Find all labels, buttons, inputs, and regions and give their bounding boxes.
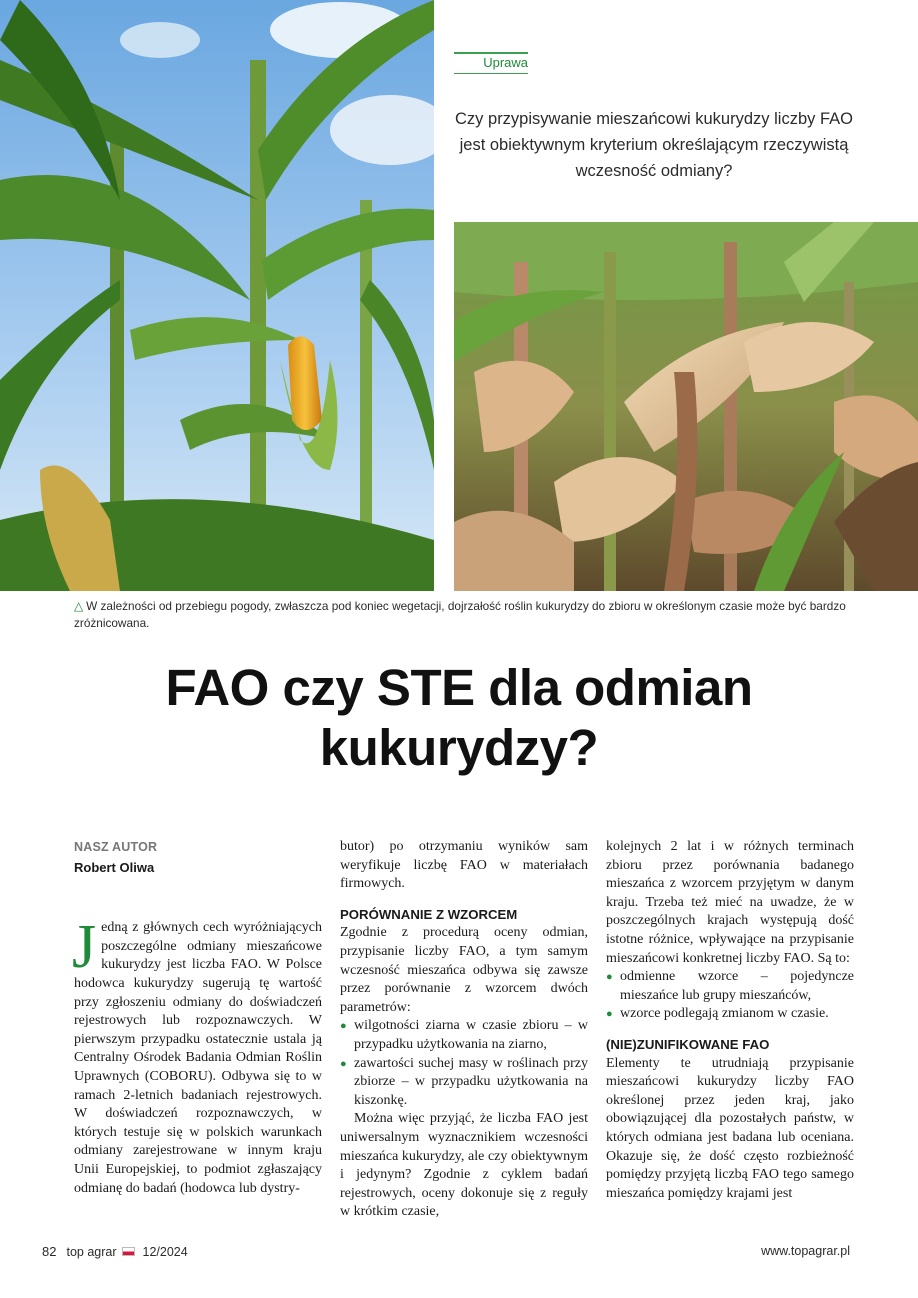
list-item: ● odmienne wzorce – pojedyncze mieszańce lub grupy mieszańców, <box>606 968 854 1005</box>
footer-left <box>42 1244 188 1259</box>
headline: FAO czy STE dla odmian kukurydzy? <box>165 659 753 776</box>
author-name: Robert Oliwa <box>74 859 155 875</box>
column-1 <box>74 838 322 1198</box>
paragraph: kolejnych 2 lat i w różnych terminach zbioru przez porównania badanego mieszańca z wzorcem przyjętym w danym kraju. Trzeba też mieć na uwadze, że w poszczególnych krajach występują dość istotne różnice, wpływające na przypisanie mieszańcowi konkretnej liczby FAO. Są to: <box>606 839 854 966</box>
paragraph: Elementy te utrudniają przypisanie mieszańcowi kukurydzy liczby FAO określonej przez jeden kraj, jako obowiązującej dla pozostałych państw, w których odmiana jest badana lub oceniana. Okazuje się, że dość często rozbieżność pomiędzy przyjętą liczbą FAO tego samego mieszańca pomiędzy krajami jest <box>606 1055 854 1201</box>
photo-caption <box>74 598 854 632</box>
photo-dry-maize <box>454 222 918 591</box>
page-number: 82 <box>42 1244 57 1259</box>
section-tag <box>454 52 528 70</box>
subheading: (NIE)ZUNIFIKOWANE FAO <box>606 1036 770 1052</box>
subheading: PORÓWNANIE Z WZORCEM <box>340 906 518 922</box>
triangle-icon: △ <box>74 599 84 613</box>
magazine-name: top agrar <box>66 1245 117 1259</box>
column-2 <box>340 838 588 1222</box>
caption-text: W zależności od przebiegu pogody, zwłaszcza pod koniec wegetacji, dojrzałość roślin kukurydzy do zbioru w określonym czasie może być bardzo zróżnicowana. <box>74 599 846 630</box>
paragraph: butor) po otrzymaniu wyników sam weryfikuje liczbę FAO w materiałach firmowych. <box>340 839 588 892</box>
paragraph: Można więc przyjąć, że liczba FAO jest uniwersalnym wyznacznikiem wczesności mieszańca kukurydzy, ale czy obiektywnym i jedynym? Zgodnie z cyklem badań rejestrowych, oceny dokonuje się z reguły w krótkim czasie, <box>340 1111 588 1220</box>
polish-flag-icon <box>122 1247 135 1256</box>
column-3 <box>606 838 854 1203</box>
issue-number: 12/2024 <box>142 1245 188 1259</box>
section-tag-label: Uprawa <box>483 55 528 70</box>
list-item: ● wzorce podlegają zmianom w czasie. <box>606 1005 854 1024</box>
list-item: ● wilgotności ziarna w czasie zbioru – w przypadku użytkowania na ziarno, <box>340 1017 588 1054</box>
bullet-list <box>606 968 854 1024</box>
bullet-list <box>340 1017 588 1110</box>
lead-question: Czy przypisywanie mieszańcowi kukurydzy liczby FAO jest obiektywnym kryterium określającym rzeczywistą wczesność odmiany? <box>455 110 853 180</box>
intro-paragraph: Jedną z głównych cech wyróżniających poszczególne odmiany mieszańcowe kukurydzy jest liczba FAO. W Polsce hodowca kukurydzy sugerują tę wartość przy zgłoszeniu odmiany do doświadczeń rejestrowych lub rozpoznawczych. W pierwszym przypadku ostatecznie ustala ją Centralny Ośrodek Badania Odmian Roślin Uprawnych (COBORU). Odbywa się to w ramach 2-letnich badaniach rejestrowych. W doświadczeń rozpoznawczych, w których testuje się w polskich warunkach odmiany zarejestrowane w innym kraju Unii Europejskiej, to podmiot zgłaszający odmianę do badań (hodowca lub dystry- <box>72 913 322 1196</box>
list-item: ● zawartości suchej masy w roślinach przy zbiorze – w przypadku użytkowania na kiszonkę. <box>340 1055 588 1111</box>
paragraph: Zgodnie z procedurą oceny odmian, przypisanie liczby FAO, a tym samym wczesność mieszańca odbywa się zawsze przez porównanie z wzorcem dwóch parametrów: <box>340 925 588 1015</box>
dropcap: J <box>72 913 97 982</box>
website-link[interactable]: www.topagrar.pl <box>761 1244 850 1258</box>
photo-green-maize <box>0 0 434 591</box>
author-label: NASZ AUTOR <box>74 840 158 854</box>
